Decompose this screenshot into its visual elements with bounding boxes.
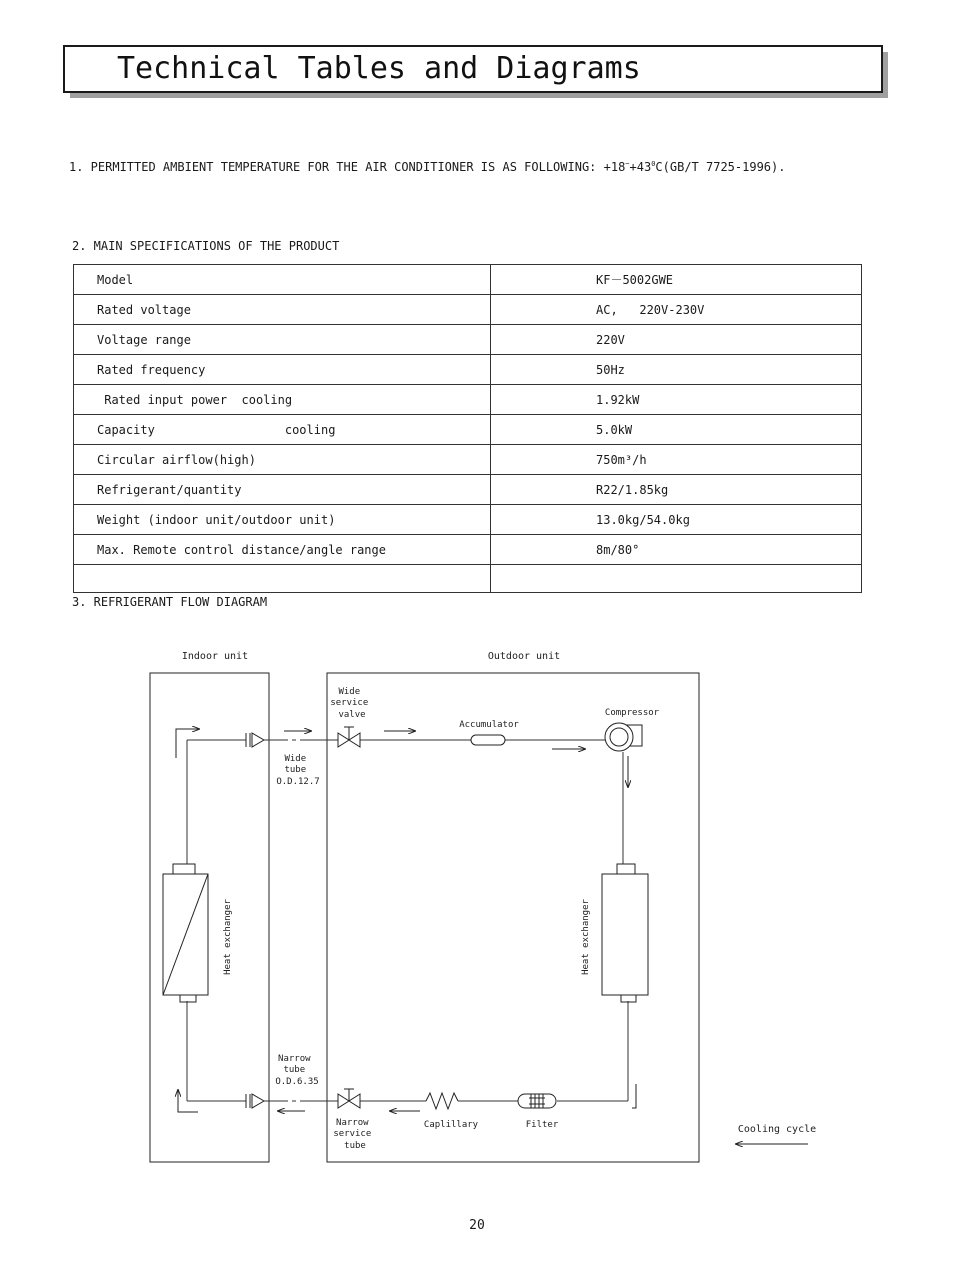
compressor-label: Compressor bbox=[604, 708, 660, 718]
spec-value: 1.92kW bbox=[491, 385, 862, 415]
spec-label: Rated input power cooling bbox=[74, 385, 491, 415]
spec-value: 50Hz bbox=[491, 355, 862, 385]
spec-label: Voltage range bbox=[74, 325, 491, 355]
temp-text-a: 1. PERMITTED AMBIENT TEMPERATURE FOR THE AIR CONDITIONER IS AS FOLLOWING: +18 bbox=[69, 160, 626, 174]
cooling-cycle-label: Cooling cycle bbox=[737, 1124, 817, 1135]
wide-flare-connector bbox=[246, 733, 264, 747]
spec-value: R22/1.85kg bbox=[491, 475, 862, 505]
outdoor-heat-exchanger-label: Heat exchanger bbox=[581, 899, 591, 975]
spec-value: 13.0kg/54.0kg bbox=[491, 505, 862, 535]
indoor-unit-label: Indoor unit bbox=[181, 651, 249, 662]
indoor-unit-box bbox=[150, 673, 269, 1162]
accumulator bbox=[471, 735, 505, 745]
spec-label: Model bbox=[74, 265, 491, 295]
flow-diagram-heading: 3. REFRIGERANT FLOW DIAGRAM bbox=[72, 595, 268, 609]
indoor-heat-exchanger bbox=[163, 864, 208, 1002]
wide-service-valve bbox=[338, 727, 360, 747]
spec-label: Rated frequency bbox=[74, 355, 491, 385]
compressor bbox=[605, 723, 642, 751]
temp-sup-a: ~ bbox=[625, 160, 630, 168]
page-title: Technical Tables and Diagrams bbox=[117, 51, 641, 86]
narrow-service-valve bbox=[338, 1089, 360, 1108]
wide-service-valve-label: Wide service valve bbox=[330, 687, 369, 720]
spec-label: Max. Remote control distance/angle range bbox=[74, 535, 491, 565]
spec-value: 5.0kW bbox=[491, 415, 862, 445]
capillary-label: Caplillary bbox=[423, 1120, 479, 1130]
outdoor-unit-box bbox=[327, 673, 699, 1162]
page-number: 20 bbox=[469, 1218, 485, 1233]
indoor-heat-exchanger-label: Heat exchanger bbox=[223, 899, 233, 975]
spec-label: Capacity cooling bbox=[74, 415, 491, 445]
outdoor-heat-exchanger bbox=[602, 864, 648, 1002]
specs-heading: 2. MAIN SPECIFICATIONS OF THE PRODUCT bbox=[72, 239, 340, 253]
piping bbox=[187, 740, 628, 1101]
spec-label: Circular airflow(high) bbox=[74, 445, 491, 475]
temp-sup-b: 0 bbox=[651, 160, 656, 168]
accumulator-label: Accumulator bbox=[459, 720, 519, 730]
wide-tube-label: Wide tube O.D.12.7 bbox=[276, 754, 320, 787]
spec-value: AC, 220V-230V bbox=[491, 295, 862, 325]
spec-label: Rated voltage bbox=[74, 295, 491, 325]
spec-label: Refrigerant/quantity bbox=[74, 475, 491, 505]
flow-arrow-outdoor-corner bbox=[632, 1084, 636, 1108]
filter-label: Filter bbox=[525, 1120, 559, 1130]
spec-value: 8m/80° bbox=[491, 535, 862, 565]
spec-label: Weight (indoor unit/outdoor unit) bbox=[74, 505, 491, 535]
narrow-flare-connector bbox=[246, 1094, 264, 1108]
narrow-service-tube-label: Narrow service tube bbox=[333, 1118, 372, 1151]
filter bbox=[518, 1094, 556, 1108]
temp-text-c: C(GB/T 7725-1996). bbox=[655, 160, 786, 174]
flow-arrows bbox=[176, 729, 808, 1144]
outdoor-unit-label: Outdoor unit bbox=[487, 651, 561, 662]
spec-value: 750m³/h bbox=[491, 445, 862, 475]
temp-text-b: +43 bbox=[629, 160, 652, 174]
spec-value: KF－5002GWE bbox=[491, 265, 862, 295]
capillary bbox=[426, 1093, 458, 1109]
spec-value: 220V bbox=[491, 325, 862, 355]
narrow-tube-label: Narrow tube O.D.6.35 bbox=[275, 1054, 319, 1087]
